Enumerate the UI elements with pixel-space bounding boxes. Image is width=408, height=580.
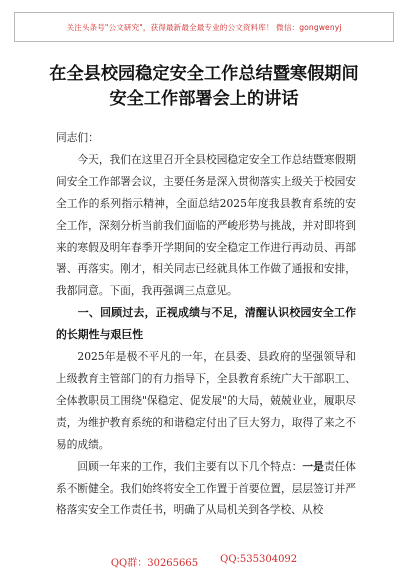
title-line-2: 安全工作部署会上的讲话 bbox=[109, 89, 299, 109]
paragraph-2: 2025年是极不平凡的一年，在县委、县政府的坚强领导和上级教育主管部门的有力指导下，全县教育系统广大干部职工、全体教职员工围绕"保稳定、促发展"的大局，兢兢业业，履职尽责，为维护教育系统的和谐稳定付出了巨大努力，取得了来之不易的成绩。 bbox=[56, 350, 356, 451]
footer bbox=[0, 554, 408, 568]
paragraph-3 bbox=[56, 456, 356, 522]
paragraph-3-rest: 责任体系不断健全。我们始终将安全工作置于首要位置，层层签订并严格落实安全工作责任书，明确了从局机关到各学校、从校 bbox=[56, 459, 356, 517]
footer-qq-group: QQ群：30265665 bbox=[110, 558, 199, 569]
header-banner bbox=[14, 12, 394, 42]
header-banner-text: 关注头条号"公文研究"，获得最新最全最专业的公文资料库！ 微信：gongwenyj bbox=[66, 22, 342, 32]
intro-paragraph: 今天，我们在这里召开全县校园稳定安全工作总结暨寒假期间安全工作部署会议，主要任务是深入贯彻落实上级关于校园安全工作的系列指示精神，全面总结2025年度我县教育系统的安全工作，深刻分析当前我们面临的严峻形势与挑战，并对即将到来的寒假及明年春季开学期间的安全稳定工作进行再动员、再部署、再落实。刚才，相关同志已经就具体工作做了通报和安排，我都同意。下面，我再强调三点意见。 bbox=[56, 152, 356, 298]
document-body bbox=[56, 127, 356, 521]
title-line-1: 在全县校园稳定安全工作总结暨寒假期间 bbox=[49, 64, 359, 84]
salutation: 同志们： bbox=[56, 131, 99, 144]
footer-qq-contact: QQ:535304092 bbox=[220, 554, 298, 565]
paragraph-3-start: 回顾一年来的工作，我们主要有以下几个特点： bbox=[77, 459, 303, 473]
paragraph-3-bold: 一是 bbox=[302, 459, 324, 473]
section-heading-1: 一、回顾过去，正视成绩与不足，清醒认识校园安全工作的长期性与艰巨性 bbox=[56, 306, 356, 342]
document-title bbox=[20, 62, 388, 112]
